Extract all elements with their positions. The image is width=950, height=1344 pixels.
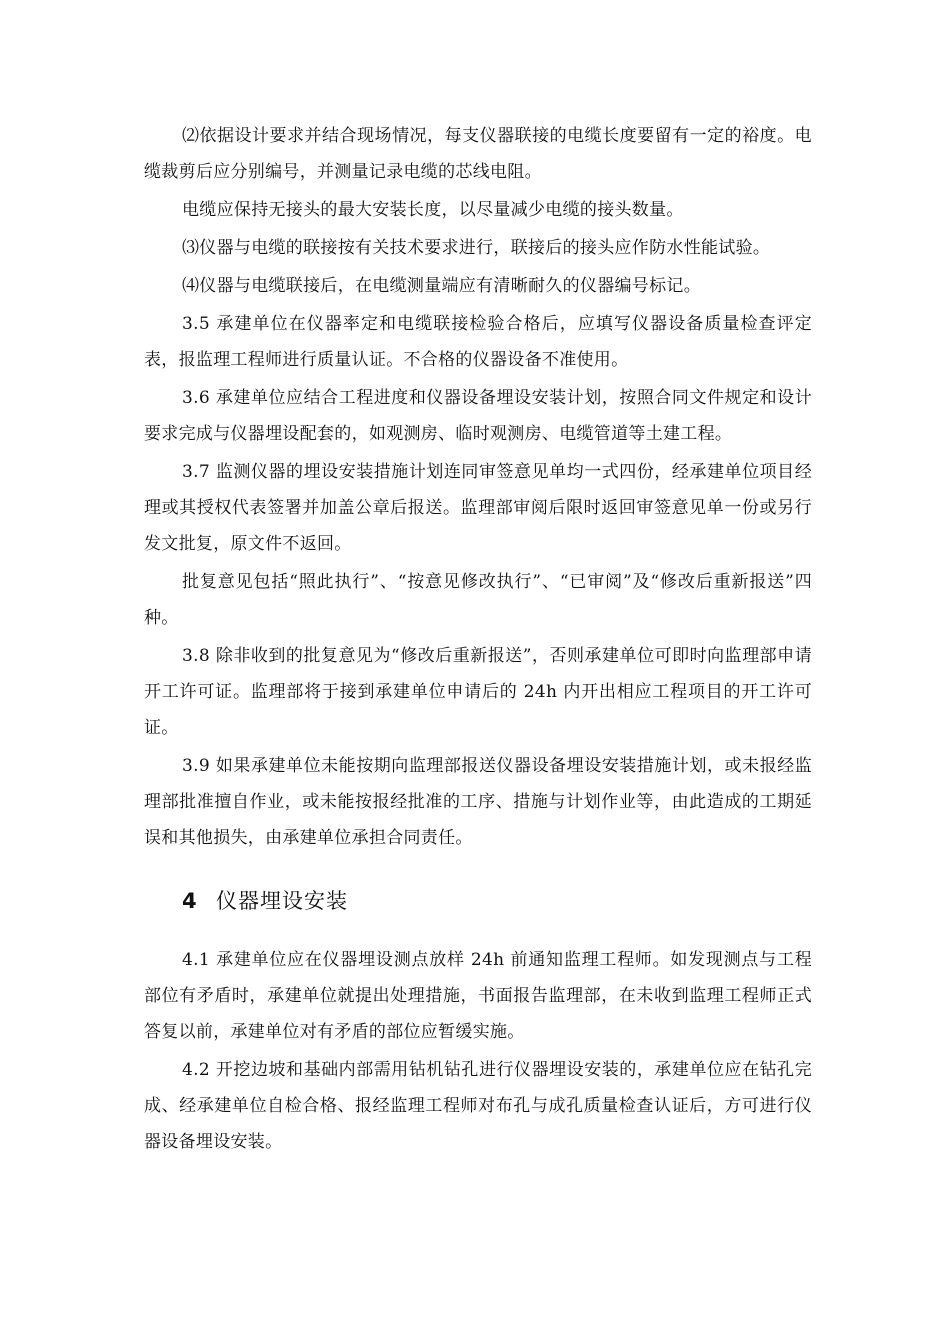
paragraph-instrument-marking: ⑷仪器与电缆联接后，在电缆测量端应有清晰耐久的仪器编号标记。 xyxy=(182,276,701,296)
paragraph-3-6: 3.6 承建单位应结合工程进度和仪器设备埋设安装计划，按照合同文件规定和设计要求完成与仪器埋设配套的，如观测房、临时观测房、电缆管道等土建工程。 xyxy=(144,388,812,444)
paragraph-4-2: 4.2 开挖边坡和基础内部需用钻机钻孔进行仪器埋设安装的，承建单位应在钻孔完成、经承建单位自检合格、报经监理工程师对布孔与成孔质量检查认证后，方可进行仪器设备埋设安装。 xyxy=(144,1060,812,1152)
paragraph-3-8: 3.8 除非收到的批复意见为“修改后重新报送”，否则承建单位可即时向监理部申请开工许可证。监理部将于接到承建单位申请后的 24h 内开出相应工程项目的开工许可证。 xyxy=(144,646,812,738)
section-heading xyxy=(182,886,812,916)
paragraph-cable-joints: 电缆应保持无接头的最大安装长度，以尽量减少电缆的接头数量。 xyxy=(182,200,684,220)
section-title: 仪器埋设安装 xyxy=(216,889,348,913)
document-page xyxy=(144,118,812,1160)
paragraph-waterproof-test: ⑶仪器与电缆的联接按有关技术要求进行，联接后的接头应作防水性能试验。 xyxy=(182,238,771,258)
paragraph-3-5: 3.5 承建单位在仪器率定和电缆联接检验合格后，应填写仪器设备质量检查评定表，报监理工程师进行质量认证。不合格的仪器设备不准使用。 xyxy=(144,314,812,370)
section-number: 4 xyxy=(182,889,198,913)
paragraph-cable-length: ⑵依据设计要求并结合现场情况，每支仪器联接的电缆长度要留有一定的裕度。电缆裁剪后应分别编号，并测量记录电缆的芯线电阻。 xyxy=(144,126,812,182)
paragraph-3-7: 3.7 监测仪器的埋设安装措施计划连同审签意见单均一式四份，经承建单位项目经理或其授权代表签署并加盖公章后报送。监理部审阅后限时返回审签意见单一份或另行发文批复，原文件不返回。 xyxy=(144,462,812,554)
paragraph-3-9: 3.9 如果承建单位未能按期向监理部报送仪器设备埋设安装措施计划，或未报经监理部批准擅自作业，或未能按报经批准的工序、措施与计划作业等，由此造成的工期延误和其他损失，由承建单位承担合同责任。 xyxy=(144,756,812,848)
paragraph-approval-types: 批复意见包括“照此执行”、“按意见修改执行”、“已审阅”及“修改后重新报送”四种。 xyxy=(144,572,812,628)
paragraph-4-1: 4.1 承建单位应在仪器埋设测点放样 24h 前通知监理工程师。如发现测点与工程部位有矛盾时，承建单位就提出处理措施，书面报告监理部，在未收到监理工程师正式答复以前，承建单位对有矛盾的部位应暂缓实施。 xyxy=(144,950,812,1042)
